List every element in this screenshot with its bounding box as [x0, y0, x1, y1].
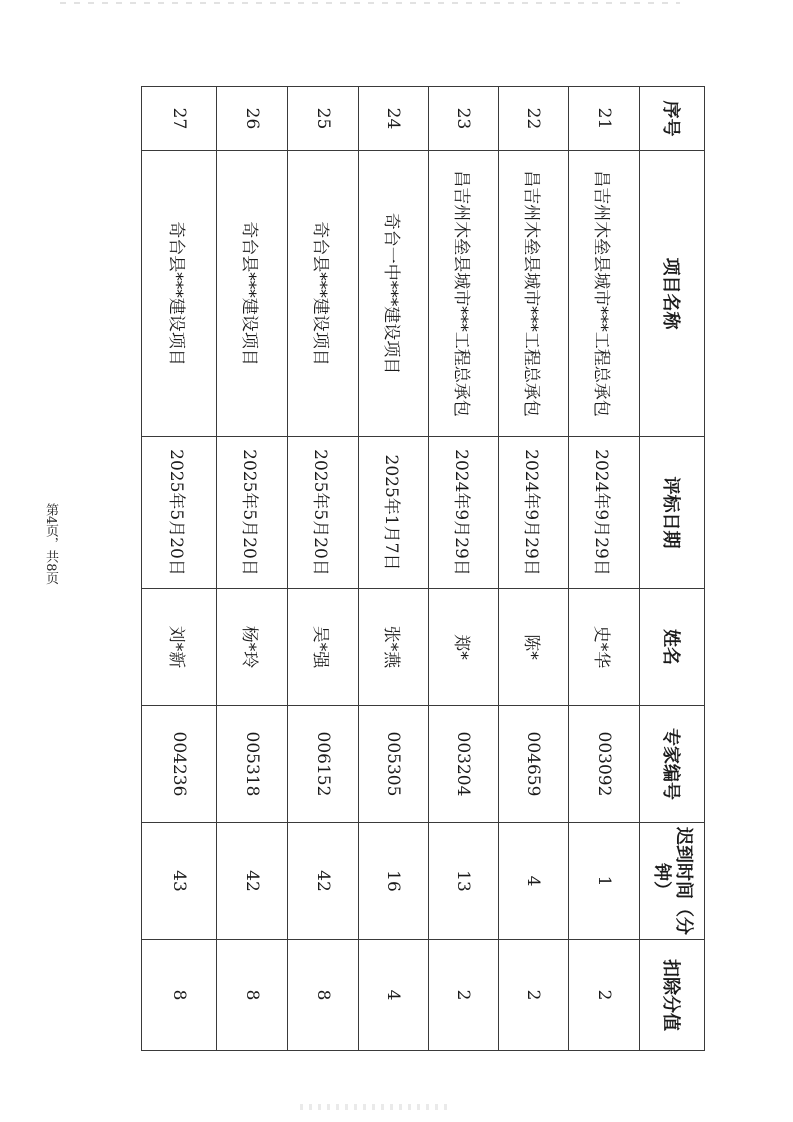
header-deduction: 扣除分值 — [640, 940, 705, 1051]
cell-project-name: 奇台一中***建设项目 — [359, 151, 429, 437]
cell-bid-date: 2024年9月29日 — [429, 437, 499, 589]
cell-project-name: 奇台县***建设项目 — [288, 151, 359, 437]
scan-artifact-bottom — [300, 1104, 450, 1110]
cell-expert-id: 003204 — [429, 706, 499, 823]
cell-name: 史*华 — [569, 589, 640, 706]
cell-late-minutes: 42 — [288, 823, 359, 940]
page-number: 第4页，共8页 — [43, 503, 58, 585]
cell-name: 吴*强 — [288, 589, 359, 706]
cell-deduction: 2 — [569, 940, 640, 1051]
cell-expert-id: 003092 — [569, 706, 640, 823]
cell-project-name: 昌吉州木垒县城市***工程总承包 — [499, 151, 569, 437]
cell-bid-date: 2025年5月20日 — [142, 437, 217, 589]
table-row — [142, 87, 217, 1051]
cell-project-name: 昌吉州木垒县城市***工程总承包 — [569, 151, 640, 437]
header-name: 姓名 — [640, 589, 705, 706]
table-row — [569, 87, 640, 1051]
cell-serial: 25 — [288, 87, 359, 151]
cell-serial: 23 — [429, 87, 499, 151]
table-header-row — [640, 87, 705, 1051]
cell-project-name: 昌吉州木垒县城市***工程总承包 — [429, 151, 499, 437]
cell-late-minutes: 1 — [569, 823, 640, 940]
cell-expert-id: 005305 — [359, 706, 429, 823]
cell-bid-date: 2025年5月20日 — [288, 437, 359, 589]
table-row — [429, 87, 499, 1051]
cell-name: 张*燕 — [359, 589, 429, 706]
cell-bid-date: 2025年1月7日 — [359, 437, 429, 589]
cell-bid-date: 2024年9月29日 — [569, 437, 640, 589]
header-expert-id: 专家编号 — [640, 706, 705, 823]
header-serial: 序号 — [640, 87, 705, 151]
cell-project-name: 奇台县***建设项目 — [142, 151, 217, 437]
cell-serial: 21 — [569, 87, 640, 151]
cell-serial: 22 — [499, 87, 569, 151]
cell-serial: 24 — [359, 87, 429, 151]
cell-expert-id: 005318 — [217, 706, 288, 823]
cell-late-minutes: 42 — [217, 823, 288, 940]
cell-serial: 26 — [217, 87, 288, 151]
table-row — [359, 87, 429, 1051]
header-bid-date: 评标日期 — [640, 437, 705, 589]
cell-name: 刘*新 — [142, 589, 217, 706]
table-row — [288, 87, 359, 1051]
cell-late-minutes: 13 — [429, 823, 499, 940]
cell-late-minutes: 16 — [359, 823, 429, 940]
cell-name: 杨*玲 — [217, 589, 288, 706]
table-row — [499, 87, 569, 1051]
cell-late-minutes: 43 — [142, 823, 217, 940]
header-late-minutes: 迟到时间（分钟） — [640, 823, 705, 940]
scan-artifact-top — [60, 2, 680, 4]
cell-deduction: 2 — [499, 940, 569, 1051]
cell-deduction: 8 — [217, 940, 288, 1051]
cell-expert-id: 006152 — [288, 706, 359, 823]
lateness-deduction-table — [141, 86, 705, 1051]
cell-bid-date: 2024年9月29日 — [499, 437, 569, 589]
cell-serial: 27 — [142, 87, 217, 151]
table-row — [217, 87, 288, 1051]
cell-bid-date: 2025年5月20日 — [217, 437, 288, 589]
cell-project-name: 奇台县***建设项目 — [217, 151, 288, 437]
header-project-name: 项目名称 — [640, 151, 705, 437]
cell-name: 陈* — [499, 589, 569, 706]
cell-deduction: 2 — [429, 940, 499, 1051]
cell-expert-id: 004236 — [142, 706, 217, 823]
cell-late-minutes: 4 — [499, 823, 569, 940]
cell-deduction: 8 — [142, 940, 217, 1051]
cell-expert-id: 004659 — [499, 706, 569, 823]
cell-deduction: 8 — [288, 940, 359, 1051]
cell-name: 郑* — [429, 589, 499, 706]
cell-deduction: 4 — [359, 940, 429, 1051]
rotated-table-container — [142, 86, 705, 1050]
